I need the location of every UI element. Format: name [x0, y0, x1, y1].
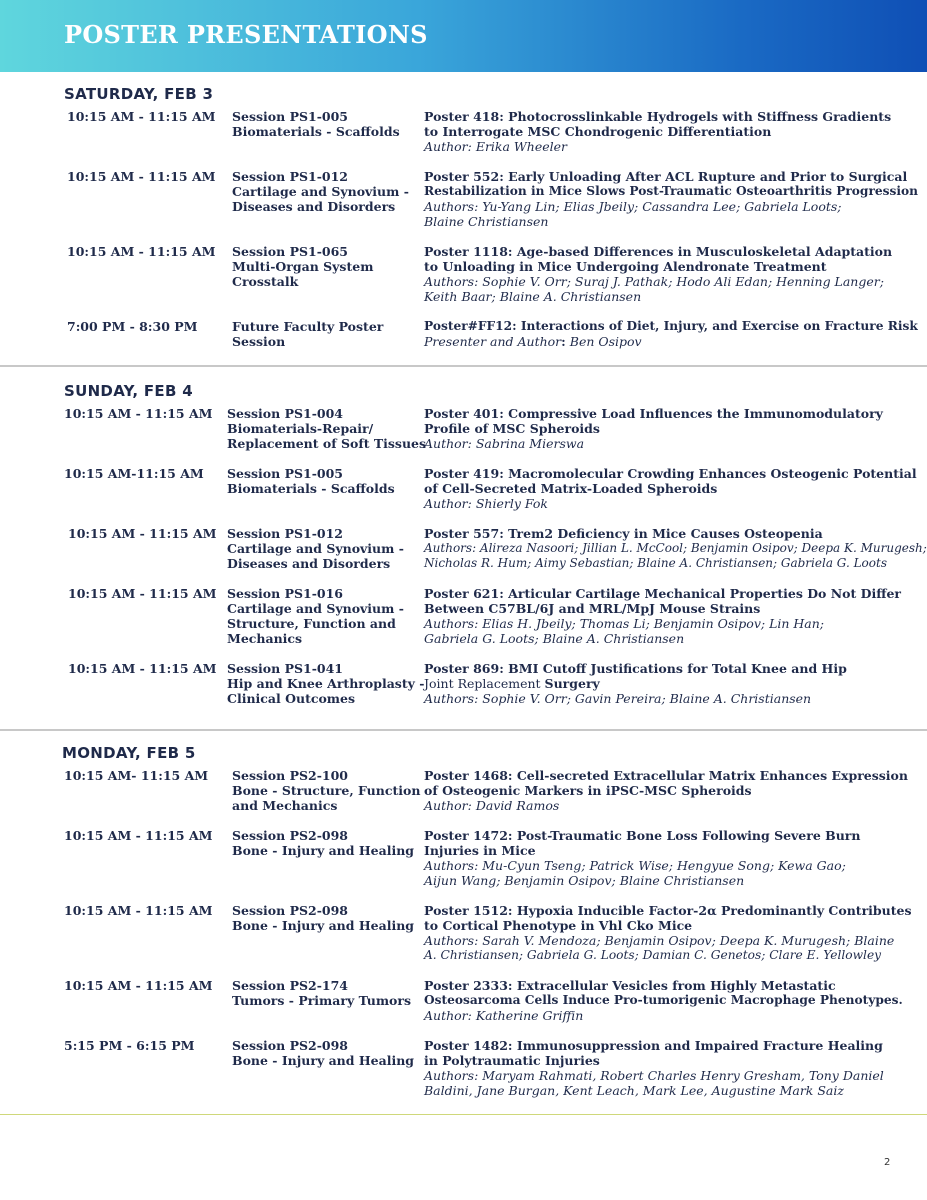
session-topic: Replacement of Soft Tissues: [227, 436, 427, 451]
poster-authors: Authors: Sarah V. Mendoza; Benjamin Osipov; Deepa K. Murugesh; Blaine: [424, 933, 895, 948]
session-time: 10:15 AM - 11:15 AM: [64, 406, 213, 421]
session-topic: Diseases and Disorders: [227, 556, 391, 571]
poster-title: Poster 869: BMI Cutoff Justifications for Total Knee and Hip: [424, 661, 847, 676]
poster-authors: Authors: Mu-Cyun Tseng; Patrick Wise; Hengyue Song; Kewa Gao;: [424, 858, 846, 873]
poster-title: Poster 1118: Age-based Differences in Musculoskeletal Adaptation: [424, 244, 893, 259]
poster-authors: Author: Sabrina Mierswa: [424, 436, 585, 451]
day-heading-monday: MONDAY, FEB 5: [62, 744, 196, 762]
poster-authors: Author: Shierly Fok: [424, 496, 548, 511]
session-time: 7:00 PM - 8:30 PM: [67, 319, 198, 334]
session-time: 5:15 PM - 6:15 PM: [64, 1038, 195, 1053]
session-topic: Tumors - Primary Tumors: [232, 993, 412, 1008]
session-topic: Mechanics: [227, 631, 303, 646]
session-id: Session PS1-012: [227, 526, 343, 541]
poster-title: Poster 621: Articular Cartilage Mechanical Properties Do Not Differ: [424, 586, 902, 601]
poster-title: Poster 418: Photocrosslinkable Hydrogels with Stiffness Gradients: [424, 109, 892, 124]
poster-authors: Keith Baar; Blaine A. Christiansen: [424, 289, 642, 304]
session-topic: Structure, Function and: [227, 616, 396, 631]
poster-title: Poster 557: Trem2 Deficiency in Mice Causes Osteopenia: [424, 526, 823, 541]
session-id: Session PS1-041: [227, 661, 343, 676]
poster-title: Poster 1468: Cell-secreted Extracellular Matrix Enhances Expression: [424, 768, 908, 783]
poster-authors: Authors: Elias H. Jbeily; Thomas Li; Benjamin Osipov; Lin Han;: [424, 616, 825, 631]
poster-title: to Cortical Phenotype in Vhl Cko Mice: [424, 918, 693, 933]
poster-title: of Cell-Secreted Matrix-Loaded Spheroids: [424, 481, 718, 496]
poster-authors: Blaine Christiansen: [424, 214, 549, 229]
session-topic: and Mechanics: [232, 798, 338, 813]
session-id: Session PS2-100: [232, 768, 348, 783]
poster-title: Poster 1472: Post-Traumatic Bone Loss Following Severe Burn: [424, 828, 861, 843]
session-topic: Cartilage and Synovium -: [232, 184, 409, 199]
session-topic: Bone - Injury and Healing: [232, 1053, 415, 1068]
session-topic: Bone - Injury and Healing: [232, 918, 415, 933]
poster-title: Poster 1482: Immunosuppression and Impaired Fracture Healing: [424, 1038, 883, 1053]
poster-title: of Osteogenic Markers in iPSC-MSC Spheroids: [424, 783, 752, 798]
session-topic: Session: [232, 334, 286, 349]
session-topic: Hip and Knee Arthroplasty -: [227, 676, 425, 691]
session-id: Session PS1-005: [232, 109, 348, 124]
section-divider: [0, 729, 927, 731]
poster-authors: Author: Erika Wheeler: [424, 139, 567, 154]
session-topic: Diseases and Disorders: [232, 199, 396, 214]
session-time: 10:15 AM - 11:15 AM: [64, 903, 213, 918]
session-topic: Bone - Structure, Function: [232, 783, 421, 798]
poster-presenter: [424, 334, 642, 349]
poster-authors: Aijun Wang; Benjamin Osipov; Blaine Christiansen: [424, 873, 745, 888]
session-id: Session PS2-098: [232, 1038, 348, 1053]
presenter-colon: :: [561, 334, 566, 349]
session-id: Session PS2-174: [232, 978, 348, 993]
session-topic: Biomaterials - Scaffolds: [232, 124, 400, 139]
session-id: Session PS1-016: [227, 586, 343, 601]
poster-title: to Unloading in Mice Undergoing Alendronate Treatment: [424, 259, 827, 274]
session-id: Future Faculty Poster: [232, 319, 384, 334]
presenter-name: Ben Osipov: [565, 334, 642, 349]
poster-authors: Gabriela G. Loots; Blaine A. Christiansen: [424, 631, 685, 646]
session-topic: Cartilage and Synovium -: [227, 601, 404, 616]
session-time: 10:15 AM - 11:15 AM: [68, 526, 217, 541]
poster-title: Restabilization in Mice Slows Post-Traumatic Osteoarthritis Progression: [424, 184, 918, 198]
poster-title: Profile of MSC Spheroids: [424, 421, 600, 436]
session-topic: Multi-Organ System: [232, 259, 374, 274]
session-topic: Clinical Outcomes: [227, 691, 356, 706]
session-topic: Biomaterials-Repair/: [227, 421, 374, 436]
poster-authors: A. Christiansen; Gabriela G. Loots; Damian C. Genetos; Clare E. Yellowley: [424, 948, 882, 962]
poster-title: Between C57BL/6J and MRL/MpJ Mouse Strains: [424, 601, 761, 616]
poster-title: Poster#FF12: Interactions of Diet, Injury, and Exercise on Fracture Risk: [424, 319, 918, 333]
session-id: Session PS1-004: [227, 406, 343, 421]
session-time: 10:15 AM - 11:15 AM: [67, 169, 216, 184]
poster-title: Poster 401: Compressive Load Influences the Immunomodulatory: [424, 406, 883, 421]
poster-authors: Authors: Yu-Yang Lin; Elias Jbeily; Cassandra Lee; Gabriela Loots;: [424, 199, 842, 214]
presenter-label: Presenter and Author: [424, 334, 562, 349]
session-id: Session PS2-098: [232, 903, 348, 918]
poster-authors: Authors: Sophie V. Orr; Suraj J. Pathak; Hodo Ali Edan; Henning Langer;: [424, 274, 884, 289]
poster-authors: Author: David Ramos: [424, 798, 560, 813]
session-topic: Biomaterials - Scaffolds: [227, 481, 395, 496]
header-banner: [0, 0, 927, 72]
session-time: 10:15 AM - 11:15 AM: [68, 661, 217, 676]
session-id: Session PS1-065: [232, 244, 348, 259]
poster-title: Poster 552: Early Unloading After ACL Rupture and Prior to Surgical: [424, 169, 908, 184]
day-heading-saturday: SATURDAY, FEB 3: [64, 85, 214, 103]
day-heading-sunday: SUNDAY, FEB 4: [64, 382, 193, 400]
poster-title-continued: [424, 676, 600, 691]
section-divider: [0, 365, 927, 367]
session-topic: Crosstalk: [232, 274, 299, 289]
poster-title: Poster 419: Macromolecular Crowding Enhances Osteogenic Potential: [424, 466, 917, 481]
poster-title: to Interrogate MSC Chondrogenic Differentiation: [424, 124, 772, 139]
poster-authors: Author: Katherine Griffin: [424, 1008, 584, 1023]
session-id: Session PS2-098: [232, 828, 348, 843]
session-time: 10:15 AM - 11:15 AM: [67, 244, 216, 259]
session-time: 10:15 AM - 11:15 AM: [64, 978, 213, 993]
poster-authors: Authors: Alireza Nasoori; Jillian L. McCool; Benjamin Osipov; Deepa K. Murugesh;: [424, 541, 927, 555]
poster-authors: Baldini, Jane Burgan, Kent Leach, Mark Lee, Augustine Mark Saiz: [424, 1083, 844, 1098]
session-time: 10:15 AM-11:15 AM: [64, 466, 204, 481]
poster-title: in Polytraumatic Injuries: [424, 1053, 600, 1068]
page-number: 2: [884, 1157, 891, 1168]
poster-title: Injuries in Mice: [424, 843, 536, 858]
poster-title: Poster 1512: Hypoxia Inducible Factor-2α Predominantly Contributes: [424, 903, 912, 918]
session-time: 10:15 AM - 11:15 AM: [67, 109, 216, 124]
session-time: 10:15 AM- 11:15 AM: [64, 768, 209, 783]
session-time: 10:15 AM - 11:15 AM: [68, 586, 217, 601]
session-id: Session PS1-005: [227, 466, 343, 481]
session-topic: Cartilage and Synovium -: [227, 541, 404, 556]
page-title: POSTER PRESENTATIONS: [64, 20, 428, 49]
poster-title-plain: Joint Replacement: [424, 676, 545, 691]
poster-title-bold: Surgery: [544, 676, 600, 691]
poster-authors: Authors: Maryam Rahmati, Robert Charles Henry Gresham, Tony Daniel: [424, 1068, 884, 1083]
poster-title: Poster 2333: Extracellular Vesicles from Highly Metastatic: [424, 978, 836, 993]
session-time: 10:15 AM - 11:15 AM: [64, 828, 213, 843]
session-topic: Bone - Injury and Healing: [232, 843, 415, 858]
poster-authors: Nicholas R. Hum; Aimy Sebastian; Blaine A. Christiansen; Gabriela G. Loots: [424, 556, 887, 570]
footer-divider: [0, 1114, 927, 1115]
session-id: Session PS1-012: [232, 169, 348, 184]
poster-title: Osteosarcoma Cells Induce Pro-tumorigenic Macrophage Phenotypes.: [424, 993, 903, 1007]
poster-authors: Authors: Sophie V. Orr; Gavin Pereira; Blaine A. Christiansen: [424, 691, 812, 706]
